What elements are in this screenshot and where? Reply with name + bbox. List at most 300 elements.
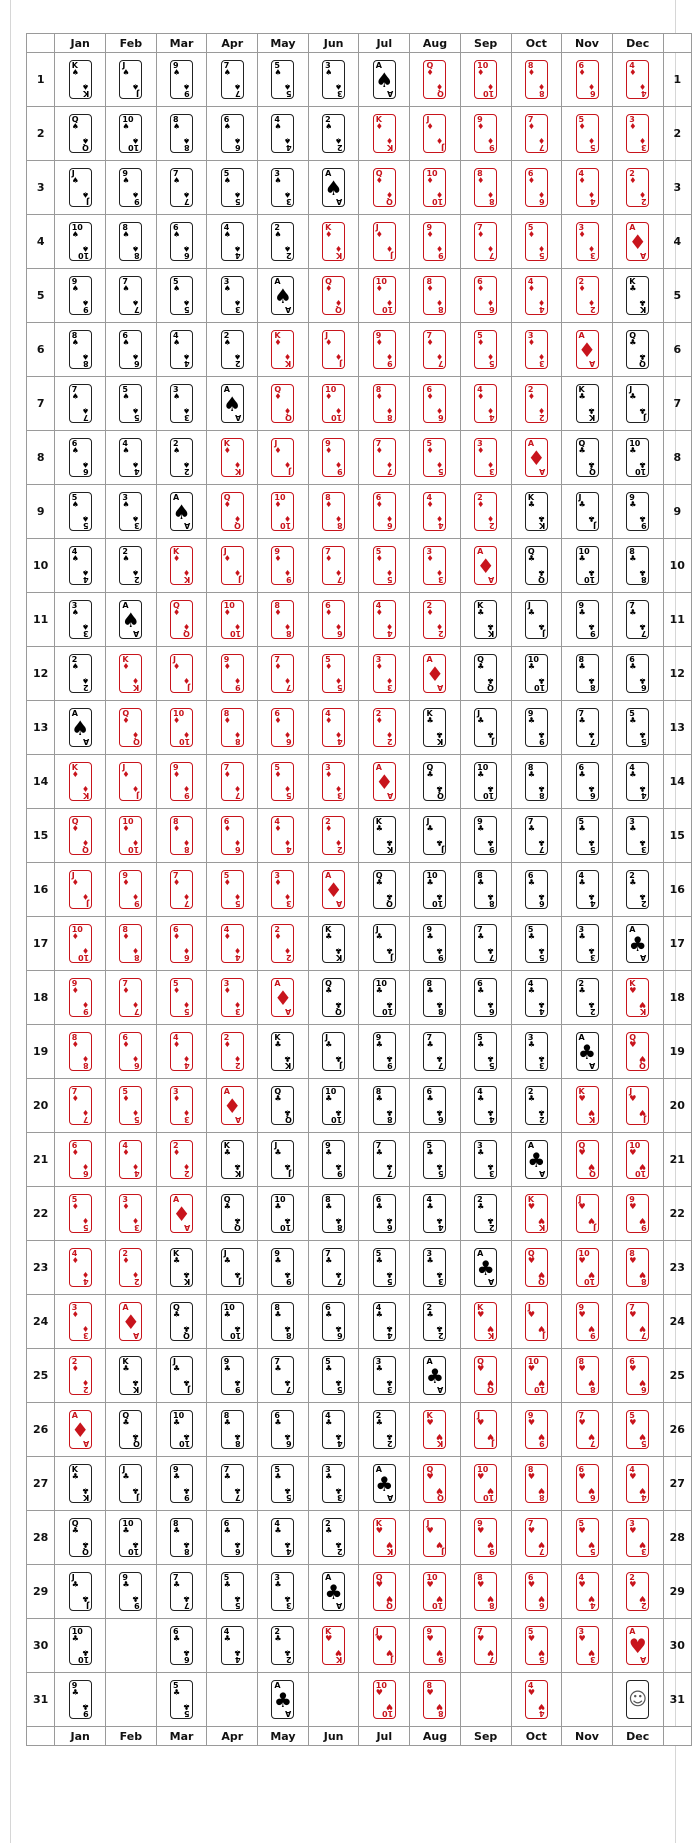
playing-card-club bbox=[423, 1140, 446, 1179]
card-rank: K bbox=[122, 655, 128, 664]
card-cell bbox=[55, 1133, 106, 1187]
diamond-icon: ♦ bbox=[426, 609, 433, 617]
card-rank: Q bbox=[477, 1357, 484, 1366]
diamond-icon: ♦ bbox=[588, 298, 595, 306]
card-rank-bottom: Q bbox=[234, 1223, 241, 1232]
playing-card-heart bbox=[525, 1626, 548, 1665]
playing-card-club bbox=[423, 1248, 446, 1287]
diamond-icon: ♦ bbox=[234, 892, 241, 900]
card-cell bbox=[460, 1349, 511, 1403]
club-icon: ♣ bbox=[183, 1324, 190, 1332]
card-rank: 4 bbox=[528, 979, 534, 988]
card-cell bbox=[207, 593, 258, 647]
club-icon: ♣ bbox=[528, 1041, 535, 1049]
diamond-icon: ♦ bbox=[325, 717, 332, 725]
card-rank: 9 bbox=[274, 547, 280, 556]
spade-icon: ♠ bbox=[122, 393, 129, 401]
card-cell bbox=[612, 917, 663, 971]
card-rank: 8 bbox=[477, 169, 483, 178]
card-rank: 3 bbox=[122, 1195, 128, 1204]
club-icon: ♣ bbox=[274, 1635, 281, 1643]
club-icon: ♣ bbox=[588, 676, 595, 684]
playing-card-club bbox=[474, 654, 497, 693]
heart-icon: ♥ bbox=[588, 1324, 595, 1332]
spade-icon: ♠ bbox=[234, 244, 241, 252]
card-rank-bottom: 8 bbox=[438, 305, 444, 314]
playing-card-spade bbox=[69, 384, 92, 423]
heart-icon: ♥ bbox=[579, 1149, 586, 1157]
card-rank-bottom: 4 bbox=[641, 1493, 647, 1502]
spade-icon: ♠ bbox=[82, 460, 89, 468]
card-cell bbox=[55, 917, 106, 971]
card-rank-bottom: 8 bbox=[83, 359, 89, 368]
month-footer: Dec bbox=[612, 1727, 663, 1746]
card-rank-bottom: 9 bbox=[590, 629, 596, 638]
card-rank-bottom: 7 bbox=[337, 575, 343, 584]
diamond-icon: ♦ bbox=[325, 663, 332, 671]
heart-icon: ♥ bbox=[639, 1270, 646, 1278]
card-rank-bottom: J bbox=[390, 251, 393, 260]
heart-icon: ♥ bbox=[487, 1648, 494, 1656]
club-icon: ♣ bbox=[639, 838, 646, 846]
card-rank: 9 bbox=[629, 1195, 635, 1204]
card-rank: J bbox=[376, 223, 379, 232]
spade-icon: ♠ bbox=[82, 622, 89, 630]
playing-card-spade bbox=[271, 168, 294, 207]
day-label: 3 bbox=[663, 161, 691, 215]
club-icon: ♣ bbox=[487, 1054, 494, 1062]
card-rank-bottom: 7 bbox=[489, 251, 495, 260]
card-rank-bottom: Q bbox=[285, 413, 292, 422]
card-rank: 9 bbox=[72, 277, 78, 286]
card-rank: 4 bbox=[426, 1195, 432, 1204]
card-cell bbox=[156, 1565, 207, 1619]
card-rank: 4 bbox=[325, 1411, 331, 1420]
card-cell bbox=[258, 1457, 309, 1511]
diamond-icon: ♦ bbox=[224, 447, 231, 455]
card-rank-bottom: A bbox=[184, 1223, 190, 1232]
card-rank: Q bbox=[579, 439, 586, 448]
playing-card-heart bbox=[525, 1572, 548, 1611]
diamond-icon: ♦ bbox=[588, 82, 595, 90]
playing-card-heart bbox=[576, 1194, 599, 1233]
card-rank: J bbox=[579, 493, 582, 502]
card-rank: 8 bbox=[528, 763, 534, 772]
diamond-icon: ♦ bbox=[173, 609, 180, 617]
card-rank-bottom: 7 bbox=[641, 629, 647, 638]
playing-card-heart bbox=[576, 1572, 599, 1611]
card-rank-bottom: K bbox=[184, 575, 190, 584]
playing-card-diamond bbox=[69, 1140, 92, 1179]
card-rank: A bbox=[376, 763, 382, 772]
card-rank-bottom: 8 bbox=[134, 251, 140, 260]
card-rank: 2 bbox=[579, 277, 585, 286]
card-cell bbox=[612, 1673, 663, 1727]
card-cell bbox=[156, 701, 207, 755]
card-rank-bottom: J bbox=[288, 467, 291, 476]
heart-icon: ♥ bbox=[639, 1054, 646, 1062]
playing-card-spade bbox=[69, 708, 92, 747]
spade-icon: ♠ bbox=[173, 339, 180, 347]
playing-card-diamond bbox=[271, 978, 294, 1017]
card-rank: 3 bbox=[477, 439, 483, 448]
playing-card-club bbox=[474, 1140, 497, 1179]
card-cell bbox=[460, 1133, 511, 1187]
day-label: 21 bbox=[27, 1133, 55, 1187]
spade-icon: ♠ bbox=[284, 136, 291, 144]
spade-icon: ♠ bbox=[224, 285, 231, 293]
card-cell bbox=[511, 809, 562, 863]
playing-card-club bbox=[271, 1032, 294, 1071]
card-cell bbox=[207, 809, 258, 863]
heart-icon: ♥ bbox=[629, 1095, 636, 1103]
card-rank: A bbox=[629, 925, 635, 934]
day-row bbox=[27, 1241, 692, 1295]
day-label: 31 bbox=[663, 1673, 691, 1727]
card-rank-bottom: 7 bbox=[83, 413, 89, 422]
playing-card-heart bbox=[626, 1464, 649, 1503]
card-cell bbox=[612, 269, 663, 323]
diamond-icon: ♦ bbox=[122, 663, 129, 671]
diamond-icon: ♦ bbox=[122, 933, 129, 941]
card-rank-bottom: 2 bbox=[438, 1331, 444, 1340]
card-rank: 5 bbox=[528, 925, 534, 934]
playing-card-diamond bbox=[423, 546, 446, 585]
card-rank-bottom: Q bbox=[335, 305, 342, 314]
playing-card-diamond bbox=[119, 1194, 142, 1233]
playing-card-club bbox=[322, 1032, 345, 1071]
playing-card-heart bbox=[626, 1194, 649, 1233]
club-icon: ♣ bbox=[579, 663, 586, 671]
card-rank-bottom: 9 bbox=[387, 359, 393, 368]
playing-card-diamond bbox=[525, 222, 548, 261]
card-cell bbox=[55, 1025, 106, 1079]
playing-card-club bbox=[373, 870, 396, 909]
card-rank: A bbox=[426, 655, 432, 664]
diamond-icon: ♦ bbox=[183, 1054, 190, 1062]
card-rank-bottom: 8 bbox=[539, 1493, 545, 1502]
day-label: 12 bbox=[27, 647, 55, 701]
playing-card-diamond bbox=[423, 600, 446, 639]
playing-card-heart bbox=[474, 1302, 497, 1341]
card-cell bbox=[207, 1025, 258, 1079]
playing-card-club bbox=[626, 600, 649, 639]
club-icon: ♣ bbox=[132, 1540, 139, 1548]
diamond-icon: ♦ bbox=[274, 447, 281, 455]
playing-card-spade bbox=[170, 114, 193, 153]
card-cell bbox=[258, 809, 309, 863]
card-cell bbox=[106, 269, 157, 323]
card-cell bbox=[562, 1133, 613, 1187]
card-rank: 4 bbox=[274, 1519, 280, 1528]
playing-card-club bbox=[322, 1194, 345, 1233]
playing-card-heart bbox=[576, 1140, 599, 1179]
card-rank: 2 bbox=[72, 1357, 78, 1366]
card-rank: K bbox=[629, 979, 635, 988]
diamond-icon: ♦ bbox=[376, 609, 383, 617]
playing-card-heart bbox=[626, 1140, 649, 1179]
card-rank: 3 bbox=[579, 1627, 585, 1636]
card-rank: 4 bbox=[274, 817, 280, 826]
playing-card-diamond bbox=[119, 1248, 142, 1287]
card-cell bbox=[612, 1349, 663, 1403]
card-rank-bottom: A bbox=[437, 1385, 443, 1394]
club-icon: ♣ bbox=[122, 1419, 129, 1427]
card-rank: Q bbox=[224, 1195, 231, 1204]
card-rank: K bbox=[376, 817, 382, 826]
card-rank: J bbox=[528, 1303, 531, 1312]
spade-icon: ♠ bbox=[132, 352, 139, 360]
diamond-icon: ♦ bbox=[538, 82, 545, 90]
card-cell bbox=[359, 431, 410, 485]
card-cell bbox=[410, 1079, 461, 1133]
playing-card-diamond bbox=[474, 492, 497, 531]
playing-card-diamond bbox=[170, 870, 193, 909]
playing-card-club bbox=[423, 1032, 446, 1071]
diamond-icon: ♦ bbox=[487, 406, 494, 414]
day-label: 19 bbox=[663, 1025, 691, 1079]
heart-icon: ♥ bbox=[538, 1378, 545, 1386]
playing-card-diamond bbox=[221, 762, 244, 801]
card-cell bbox=[460, 863, 511, 917]
club-icon: ♣ bbox=[487, 1216, 494, 1224]
club-icon: ♣ bbox=[376, 1041, 383, 1049]
card-cell bbox=[55, 1565, 106, 1619]
playing-card-diamond bbox=[271, 870, 294, 909]
club-icon: ♣ bbox=[426, 1257, 433, 1265]
card-rank-bottom: 3 bbox=[337, 89, 343, 98]
spade-icon: ♠ bbox=[82, 406, 89, 414]
card-rank-bottom: 4 bbox=[235, 1655, 241, 1664]
club-icon: ♣ bbox=[528, 501, 535, 509]
playing-card-heart bbox=[626, 1356, 649, 1395]
day-row bbox=[27, 323, 692, 377]
diamond-icon: ♦ bbox=[335, 622, 342, 630]
card-rank-bottom: A bbox=[488, 1277, 494, 1286]
card-rank-bottom: A bbox=[336, 899, 342, 908]
club-icon: ♣ bbox=[284, 1432, 291, 1440]
card-rank: J bbox=[72, 169, 75, 178]
card-rank-bottom: 8 bbox=[184, 845, 190, 854]
playing-card-spade bbox=[170, 384, 193, 423]
diamond-icon: ♦ bbox=[376, 177, 383, 185]
playing-card-club bbox=[373, 1248, 396, 1287]
club-icon: ♣ bbox=[528, 555, 535, 563]
card-cell bbox=[612, 539, 663, 593]
card-rank: K bbox=[477, 1303, 483, 1312]
card-rank-bottom: 6 bbox=[641, 683, 647, 692]
card-rank: A bbox=[224, 1087, 230, 1096]
card-rank: K bbox=[122, 1357, 128, 1366]
card-cell bbox=[460, 701, 511, 755]
diamond-icon: ♦ bbox=[426, 231, 433, 239]
card-rank: 6 bbox=[426, 385, 432, 394]
spade-icon: ♠ bbox=[72, 177, 79, 185]
club-icon: ♣ bbox=[477, 609, 484, 617]
card-cell bbox=[410, 1673, 461, 1727]
card-cell bbox=[359, 215, 410, 269]
club-icon: ♣ bbox=[173, 1635, 180, 1643]
card-cell bbox=[156, 1187, 207, 1241]
card-cell bbox=[308, 647, 359, 701]
spade-icon: ♠ bbox=[173, 447, 180, 455]
heart-icon: ♥ bbox=[477, 1419, 484, 1427]
card-rank-bottom: K bbox=[235, 467, 241, 476]
card-rank: 9 bbox=[325, 1141, 331, 1150]
card-cell bbox=[511, 1403, 562, 1457]
club-icon: ♣ bbox=[588, 1000, 595, 1008]
playing-card-diamond bbox=[69, 1032, 92, 1071]
diamond-icon: ♦ bbox=[122, 1312, 140, 1332]
card-cell bbox=[410, 161, 461, 215]
playing-card-diamond bbox=[221, 816, 244, 855]
diamond-icon: ♦ bbox=[234, 1000, 241, 1008]
card-rank-bottom: 5 bbox=[337, 1385, 343, 1394]
month-header-row bbox=[27, 34, 692, 53]
playing-card-club bbox=[525, 492, 548, 531]
card-rank-bottom: 9 bbox=[134, 197, 140, 206]
card-cell bbox=[562, 431, 613, 485]
heart-icon: ♥ bbox=[629, 1581, 636, 1589]
heart-icon: ♥ bbox=[639, 1216, 646, 1224]
card-rank-bottom: 2 bbox=[539, 413, 545, 422]
diamond-icon: ♦ bbox=[436, 352, 443, 360]
club-icon: ♣ bbox=[639, 406, 646, 414]
day-label: 30 bbox=[27, 1619, 55, 1673]
playing-card-club bbox=[271, 1572, 294, 1611]
card-cell bbox=[258, 755, 309, 809]
card-rank-bottom: J bbox=[288, 1169, 291, 1178]
card-rank-bottom: K bbox=[539, 521, 545, 530]
card-cell bbox=[511, 1241, 562, 1295]
day-label: 6 bbox=[663, 323, 691, 377]
card-cell bbox=[106, 323, 157, 377]
spade-icon: ♠ bbox=[224, 339, 231, 347]
diamond-icon: ♦ bbox=[487, 136, 494, 144]
playing-card-spade bbox=[373, 60, 396, 99]
spade-icon: ♠ bbox=[72, 339, 79, 347]
playing-card-club bbox=[525, 924, 548, 963]
playing-card-heart bbox=[525, 1356, 548, 1395]
card-cell bbox=[308, 53, 359, 107]
card-rank: K bbox=[426, 1411, 432, 1420]
playing-card-heart bbox=[423, 1464, 446, 1503]
day-label: 23 bbox=[663, 1241, 691, 1295]
card-cell bbox=[359, 1079, 410, 1133]
card-rank-bottom: 5 bbox=[539, 953, 545, 962]
day-label: 16 bbox=[663, 863, 691, 917]
day-label: 2 bbox=[27, 107, 55, 161]
day-label: 29 bbox=[663, 1565, 691, 1619]
spade-icon: ♠ bbox=[82, 298, 89, 306]
playing-card-spade bbox=[221, 60, 244, 99]
diamond-icon: ♦ bbox=[386, 568, 393, 576]
card-rank: 3 bbox=[629, 1519, 635, 1528]
card-cell bbox=[562, 809, 613, 863]
card-cell bbox=[106, 1079, 157, 1133]
card-cell bbox=[308, 809, 359, 863]
card-rank: K bbox=[325, 1627, 331, 1636]
day-label: 20 bbox=[663, 1079, 691, 1133]
card-rank: 2 bbox=[173, 439, 179, 448]
card-rank: 7 bbox=[477, 1627, 483, 1636]
playing-card-heart bbox=[626, 1032, 649, 1071]
day-label: 28 bbox=[663, 1511, 691, 1565]
card-rank: 8 bbox=[274, 601, 280, 610]
club-icon: ♣ bbox=[386, 1216, 393, 1224]
diamond-icon: ♦ bbox=[72, 933, 79, 941]
card-cell bbox=[511, 1025, 562, 1079]
diamond-icon: ♦ bbox=[386, 190, 393, 198]
club-icon: ♣ bbox=[132, 1486, 139, 1494]
card-rank: 4 bbox=[477, 1087, 483, 1096]
playing-card-diamond bbox=[474, 384, 497, 423]
card-cell bbox=[308, 377, 359, 431]
diamond-icon: ♦ bbox=[629, 123, 636, 131]
card-rank-bottom: 8 bbox=[438, 1007, 444, 1016]
card-rank: 10 bbox=[426, 169, 437, 178]
playing-card-spade bbox=[69, 276, 92, 315]
club-icon: ♣ bbox=[426, 1041, 433, 1049]
card-rank-bottom: 9 bbox=[489, 845, 495, 854]
card-cell bbox=[612, 863, 663, 917]
playing-card-club bbox=[119, 1356, 142, 1395]
club-icon: ♣ bbox=[436, 838, 443, 846]
diamond-icon: ♦ bbox=[426, 177, 433, 185]
card-rank-bottom: 10 bbox=[483, 89, 494, 98]
club-icon: ♣ bbox=[386, 892, 393, 900]
playing-card-diamond bbox=[271, 600, 294, 639]
playing-card-diamond bbox=[373, 492, 396, 531]
club-icon: ♣ bbox=[588, 838, 595, 846]
day-label: 8 bbox=[663, 431, 691, 485]
club-icon: ♣ bbox=[527, 1150, 545, 1170]
card-rank: Q bbox=[173, 1303, 180, 1312]
card-rank-bottom: 9 bbox=[184, 1493, 190, 1502]
card-rank-bottom: 8 bbox=[641, 575, 647, 584]
month-footer: Jan bbox=[55, 1727, 106, 1746]
diamond-icon: ♦ bbox=[426, 501, 433, 509]
playing-card-club bbox=[576, 438, 599, 477]
playing-card-diamond bbox=[525, 438, 548, 477]
day-label: 13 bbox=[27, 701, 55, 755]
playing-card-diamond bbox=[423, 168, 446, 207]
diamond-icon: ♦ bbox=[487, 82, 494, 90]
card-cell bbox=[562, 107, 613, 161]
card-cell bbox=[106, 1511, 157, 1565]
playing-card-heart bbox=[423, 1518, 446, 1557]
card-cell bbox=[460, 215, 511, 269]
diamond-icon: ♦ bbox=[183, 1162, 190, 1170]
club-icon: ♣ bbox=[284, 1594, 291, 1602]
card-cell bbox=[156, 1673, 207, 1727]
card-rank-bottom: Q bbox=[183, 629, 190, 638]
playing-card-diamond bbox=[221, 1086, 244, 1125]
card-rank-bottom: Q bbox=[82, 1547, 89, 1556]
card-rank: 10 bbox=[426, 871, 437, 880]
card-rank-bottom: 10 bbox=[635, 1169, 646, 1178]
diamond-icon: ♦ bbox=[335, 568, 342, 576]
club-icon: ♣ bbox=[639, 460, 646, 468]
card-rank: 4 bbox=[629, 61, 635, 70]
card-cell bbox=[308, 485, 359, 539]
card-rank-bottom: K bbox=[184, 1277, 190, 1286]
club-icon: ♣ bbox=[579, 933, 586, 941]
card-rank-bottom: Q bbox=[133, 737, 140, 746]
playing-card-club bbox=[221, 1302, 244, 1341]
card-cell bbox=[106, 107, 157, 161]
diamond-icon: ♦ bbox=[234, 946, 241, 954]
